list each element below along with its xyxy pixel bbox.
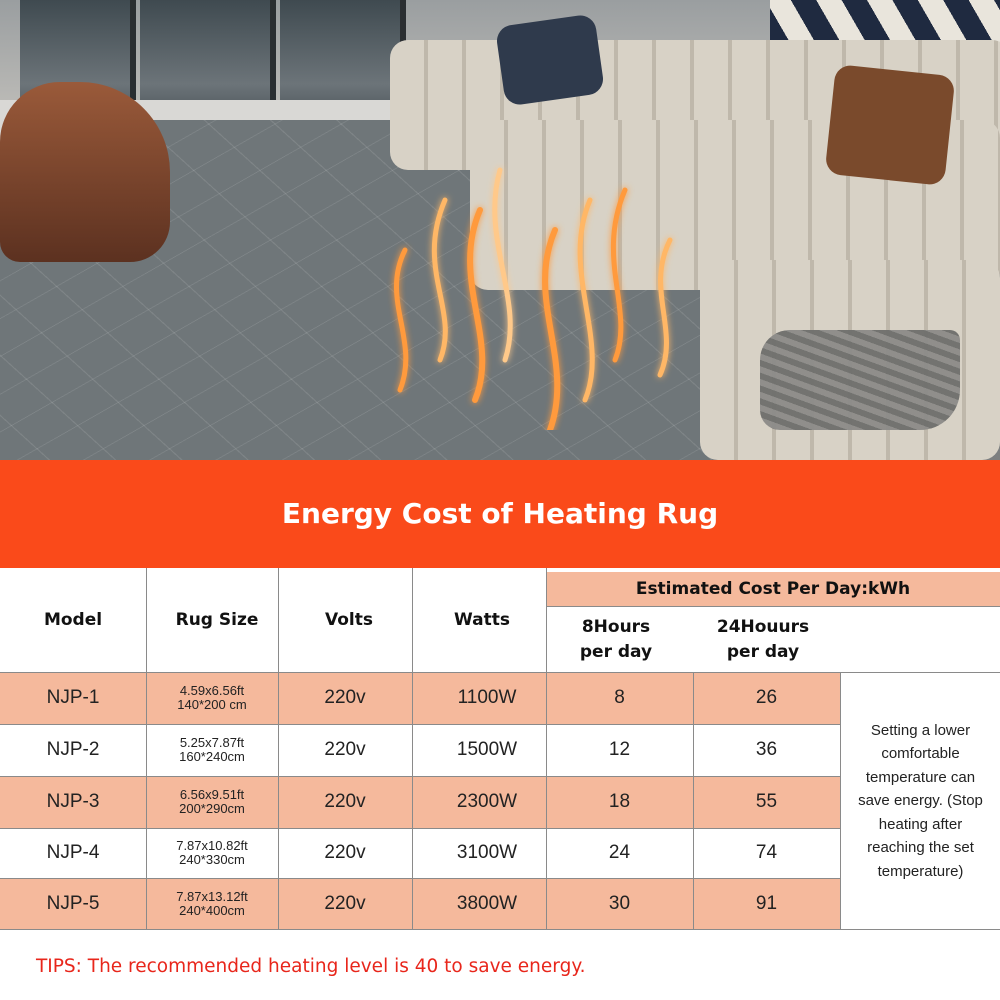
tips-text: TIPS: The recommended heating level is 40 to save energy. — [36, 956, 586, 977]
navy-pillow — [495, 13, 605, 106]
title-banner — [0, 460, 1000, 568]
note-line: save energy. (Stop — [858, 792, 983, 810]
header-volts: Volts — [325, 610, 373, 630]
header-24-hours-line1: 24Houurs — [716, 617, 810, 637]
brown-pillow — [825, 64, 956, 186]
cell-watts: 1100W — [457, 687, 517, 708]
cell-volts: 220v — [324, 739, 366, 760]
size-cm: 140*200 cm — [177, 697, 247, 712]
header-24-hours — [693, 608, 833, 672]
note-line: temperature) — [877, 862, 964, 880]
cell-24-hours: 91 — [755, 893, 778, 914]
header-8-hours-line2: per day — [579, 642, 653, 662]
cell-rug-size — [146, 672, 278, 724]
note-line: heating after — [878, 815, 963, 833]
note-line: comfortable — [881, 745, 960, 763]
cell-model: NJP-4 — [46, 842, 100, 863]
size-ft: 4.59x6.56ft — [179, 683, 245, 698]
header-8-hours-line1: 8Hours — [581, 617, 651, 637]
cell-volts: 220v — [324, 687, 366, 708]
cell-volts: 220v — [324, 842, 366, 863]
cell-rug-size — [146, 828, 278, 878]
product-photo — [0, 0, 1000, 460]
cell-model: NJP-5 — [46, 893, 100, 914]
throw-blanket — [760, 330, 960, 430]
cell-8-hours: 12 — [608, 739, 631, 760]
lounge-chair — [0, 82, 170, 262]
cell-8-hours: 18 — [608, 791, 631, 812]
cell-volts: 220v — [324, 791, 366, 812]
cell-24-hours: 74 — [755, 842, 778, 863]
header-24-hours-line2: per day — [726, 642, 800, 662]
cell-rug-size — [146, 724, 278, 776]
cell-model: NJP-1 — [46, 687, 100, 708]
cell-rug-size — [146, 878, 278, 930]
cell-rug-size — [146, 776, 278, 828]
cell-watts: 3800W — [456, 893, 518, 914]
energy-cost-table — [0, 568, 1000, 930]
size-ft: 6.56x9.51ft — [179, 787, 245, 802]
header-rug-size: Rug Size — [175, 610, 259, 630]
header-8-hours — [546, 608, 686, 672]
note-line: reaching the set — [867, 839, 974, 857]
cell-volts: 220v — [324, 893, 366, 914]
header-model: Model — [43, 610, 103, 630]
grid-line — [546, 606, 1000, 607]
header-estimated-cost: Estimated Cost Per Day:kWh — [635, 579, 911, 599]
cell-watts: 1500W — [456, 739, 518, 760]
cell-model: NJP-3 — [46, 791, 100, 812]
cell-24-hours: 36 — [755, 739, 778, 760]
cell-8-hours: 24 — [608, 842, 631, 863]
size-cm: 200*290cm — [179, 801, 245, 816]
size-ft: 7.87x10.82ft — [176, 838, 248, 853]
cell-24-hours: 55 — [755, 791, 778, 812]
banner-title: Energy Cost of Heating Rug — [281, 497, 719, 530]
note-line: temperature can — [865, 768, 976, 786]
size-cm: 240*330cm — [179, 852, 245, 867]
cell-watts: 2300W — [456, 791, 518, 812]
heat-waves-icon — [380, 160, 700, 430]
cell-24-hours: 26 — [755, 687, 778, 708]
size-cm: 240*400cm — [179, 903, 245, 918]
size-ft: 5.25x7.87ft — [179, 735, 245, 750]
note-line: Setting a lower — [870, 721, 971, 739]
size-ft: 7.87x13.12ft — [176, 889, 248, 904]
cell-watts: 3100W — [456, 842, 518, 863]
size-cm: 160*240cm — [179, 749, 245, 764]
header-watts: Watts — [454, 610, 510, 630]
cell-8-hours: 30 — [608, 893, 631, 914]
cell-8-hours: 8 — [614, 687, 625, 708]
cell-model: NJP-2 — [46, 739, 100, 760]
energy-saving-note — [841, 672, 1000, 930]
